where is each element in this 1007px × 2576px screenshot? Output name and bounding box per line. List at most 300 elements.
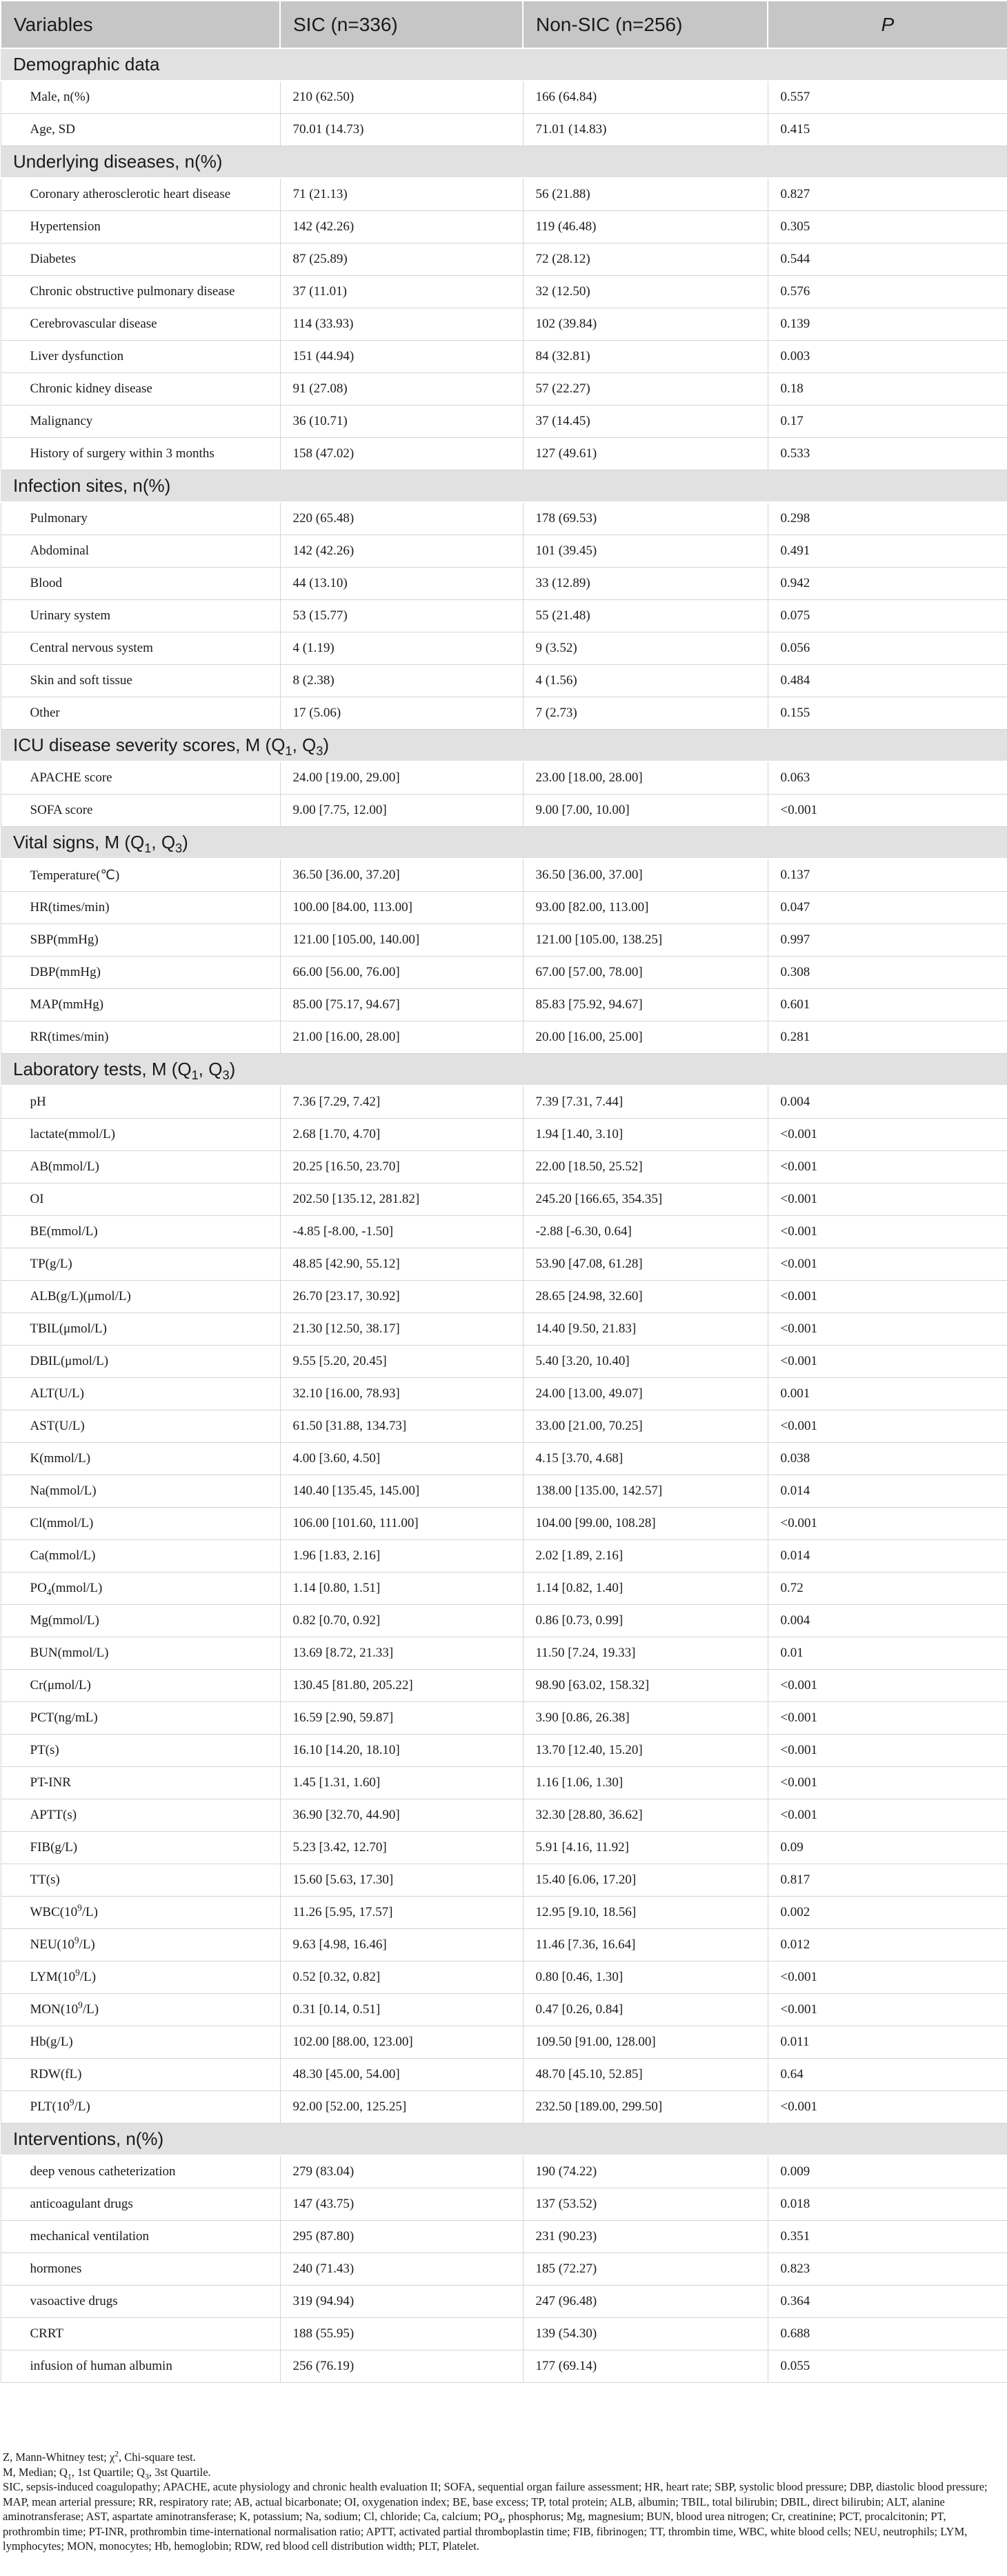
sic-value-cell: 11.26 [5.95, 17.57] [280, 1897, 523, 1929]
sic-value-cell: 0.82 [0.70, 0.92] [280, 1605, 523, 1637]
table-row [1, 1767, 1007, 1799]
nonsic-value-cell: 57 (22.27) [523, 373, 768, 406]
table-row [1, 1119, 1007, 1151]
p-value-cell: <0.001 [768, 1767, 1007, 1799]
nonsic-value-cell: 166 (64.84) [523, 81, 768, 114]
sic-value-cell: 8 (2.38) [280, 665, 523, 697]
sic-value-cell: 121.00 [105.00, 140.00] [280, 924, 523, 957]
variable-name-cell: $PLT(10^9/L)$ [1, 2091, 280, 2124]
table-row [1, 2221, 1007, 2253]
sic-value-cell: 36.90 [32.70, 44.90] [280, 1799, 523, 1832]
nonsic-value-cell: 71.01 (14.83) [523, 114, 768, 146]
variable-name-cell: DBP(mmHg) [1, 957, 280, 989]
variable-name-cell: AB(mmol/L) [1, 1151, 280, 1184]
nonsic-value-cell: 2.02 [1.89, 2.16] [523, 1540, 768, 1572]
sic-value-cell: 142 (42.26) [280, 535, 523, 568]
table-row [1, 600, 1007, 632]
table-row [1, 1572, 1007, 1605]
nonsic-value-cell: 32.30 [28.80, 36.62] [523, 1799, 768, 1832]
p-value-cell: 0.038 [768, 1443, 1007, 1475]
table-row [1, 1475, 1007, 1508]
sic-value-cell: 5.23 [3.42, 12.70] [280, 1832, 523, 1864]
variable-name-cell: $NEU(10^9/L)$ [1, 1929, 280, 1961]
table-row [1, 632, 1007, 665]
variable-name-cell: Cerebrovascular disease [1, 308, 280, 341]
sic-value-cell: 36.50 [36.00, 37.20] [280, 859, 523, 892]
table-row [1, 568, 1007, 600]
nonsic-value-cell: 32 (12.50) [523, 276, 768, 308]
p-value-cell: 0.308 [768, 957, 1007, 989]
sic-value-cell: 71 (21.13) [280, 178, 523, 211]
p-value-cell: 0.601 [768, 989, 1007, 1021]
sic-value-cell: 4 (1.19) [280, 632, 523, 665]
p-value-cell: <0.001 [768, 1119, 1007, 1151]
p-value-cell: 0.484 [768, 665, 1007, 697]
variable-name-cell: TBIL(μmol/L) [1, 1313, 280, 1346]
p-value-cell: 0.009 [768, 2155, 1007, 2188]
table-row [1, 1346, 1007, 1378]
sic-value-cell: 48.85 [42.90, 55.12] [280, 1248, 523, 1281]
table-row [1, 1961, 1007, 1994]
header-variables: Variables [1, 1, 280, 48]
variable-name-cell: hormones [1, 2253, 280, 2286]
nonsic-value-cell: 15.40 [6.06, 17.20] [523, 1864, 768, 1897]
p-value-cell: 0.056 [768, 632, 1007, 665]
p-value-cell: <0.001 [768, 1216, 1007, 1248]
sic-value-cell: 16.10 [14.20, 18.10] [280, 1735, 523, 1767]
variable-name-cell: Blood [1, 568, 280, 600]
sic-value-cell: 319 (94.94) [280, 2286, 523, 2318]
p-value-cell: 0.415 [768, 114, 1007, 146]
table-row [1, 2253, 1007, 2286]
nonsic-value-cell: 33 (12.89) [523, 568, 768, 600]
table-row [1, 243, 1007, 276]
table-row [1, 178, 1007, 211]
table-row [1, 761, 1007, 795]
variable-name-cell: Age, SD [1, 114, 280, 146]
variable-name-cell: Hb(g/L) [1, 2026, 280, 2059]
variable-name-cell: Central nervous system [1, 632, 280, 665]
sic-value-cell: 20.25 [16.50, 23.70] [280, 1151, 523, 1184]
variable-name-cell: ALB(g/L)(μmol/L) [1, 1281, 280, 1313]
p-value-cell: <0.001 [768, 1410, 1007, 1443]
section-header [1, 730, 1007, 762]
table-row [1, 924, 1007, 957]
p-value-cell: <0.001 [768, 1735, 1007, 1767]
table-row [1, 406, 1007, 438]
variable-name-cell: Chronic kidney disease [1, 373, 280, 406]
variable-name-cell: SBP(mmHg) [1, 924, 280, 957]
sic-value-cell: 142 (42.26) [280, 211, 523, 243]
p-value-cell: 0.075 [768, 600, 1007, 632]
nonsic-value-cell: 33.00 [21.00, 70.25] [523, 1410, 768, 1443]
p-value-cell: 0.997 [768, 924, 1007, 957]
table-row [1, 438, 1007, 470]
table-row [1, 276, 1007, 308]
table-row [1, 341, 1007, 373]
p-value-cell: <0.001 [768, 1184, 1007, 1216]
section-title: ICU disease severity scores, M ($Q_1$, $Q_3$) [1, 730, 1007, 762]
variable-name-cell: Hypertension [1, 211, 280, 243]
sic-value-cell: 240 (71.43) [280, 2253, 523, 2286]
p-value-cell: 0.491 [768, 535, 1007, 568]
nonsic-value-cell: 104.00 [99.00, 108.28] [523, 1508, 768, 1540]
sic-value-cell: 21.00 [16.00, 28.00] [280, 1021, 523, 1054]
table-row [1, 1929, 1007, 1961]
table-row [1, 1864, 1007, 1897]
nonsic-value-cell: 232.50 [189.00, 299.50] [523, 2091, 768, 2124]
p-value-cell: 0.64 [768, 2059, 1007, 2091]
variable-name-cell: mechanical ventilation [1, 2221, 280, 2253]
table-row [1, 308, 1007, 341]
table-row [1, 2091, 1007, 2124]
table-row [1, 1605, 1007, 1637]
nonsic-value-cell: 185 (72.27) [523, 2253, 768, 2286]
table-row [1, 2059, 1007, 2091]
variable-name-cell: HR(times/min) [1, 892, 280, 924]
p-value-cell: 0.823 [768, 2253, 1007, 2286]
sic-value-cell: 87 (25.89) [280, 243, 523, 276]
variable-name-cell: APACHE score [1, 761, 280, 795]
sic-value-cell: 7.36 [7.29, 7.42] [280, 1086, 523, 1119]
sic-value-cell: 53 (15.77) [280, 600, 523, 632]
p-value-cell: 0.09 [768, 1832, 1007, 1864]
nonsic-value-cell: 85.83 [75.92, 94.67] [523, 989, 768, 1021]
section-title: Vital signs, M ($Q_1$, $Q_3$) [1, 827, 1007, 859]
sic-value-cell: 36 (10.71) [280, 406, 523, 438]
p-value-cell: <0.001 [768, 795, 1007, 827]
variable-name-cell: Cl(mmol/L) [1, 1508, 280, 1540]
sic-value-cell: 61.50 [31.88, 134.73] [280, 1410, 523, 1443]
sic-value-cell: 1.45 [1.31, 1.60] [280, 1767, 523, 1799]
variable-name-cell: Male, n(%) [1, 81, 280, 114]
sic-value-cell: 140.40 [135.45, 145.00] [280, 1475, 523, 1508]
nonsic-value-cell: 22.00 [18.50, 25.52] [523, 1151, 768, 1184]
variable-name-cell: BUN(mmol/L) [1, 1637, 280, 1670]
table-row [1, 1281, 1007, 1313]
table-row [1, 502, 1007, 535]
nonsic-value-cell: 37 (14.45) [523, 406, 768, 438]
variable-name-cell: Ca(mmol/L) [1, 1540, 280, 1572]
sic-value-cell: 4.00 [3.60, 4.50] [280, 1443, 523, 1475]
table-row [1, 1702, 1007, 1735]
table-row [1, 859, 1007, 892]
variable-name-cell: Cr(μmol/L) [1, 1670, 280, 1702]
p-value-cell: 0.18 [768, 373, 1007, 406]
variable-name-cell: Other [1, 697, 280, 730]
nonsic-value-cell: 28.65 [24.98, 32.60] [523, 1281, 768, 1313]
p-value-cell: 0.047 [768, 892, 1007, 924]
nonsic-value-cell: 247 (96.48) [523, 2286, 768, 2318]
nonsic-value-cell: 36.50 [36.00, 37.00] [523, 859, 768, 892]
nonsic-value-cell: 0.80 [0.46, 1.30] [523, 1961, 768, 1994]
p-value-cell: 0.557 [768, 81, 1007, 114]
sic-value-cell: 92.00 [52.00, 125.25] [280, 2091, 523, 2124]
variable-name-cell: PT(s) [1, 1735, 280, 1767]
section-title: Demographic data [1, 48, 1007, 81]
section-title: Interventions, n(%) [1, 2124, 1007, 2156]
nonsic-value-cell: 245.20 [166.65, 354.35] [523, 1184, 768, 1216]
p-value-cell: 0.011 [768, 2026, 1007, 2059]
p-value-cell: 0.351 [768, 2221, 1007, 2253]
nonsic-value-cell: 67.00 [57.00, 78.00] [523, 957, 768, 989]
p-value-cell: <0.001 [768, 1508, 1007, 1540]
p-value-cell: 0.137 [768, 859, 1007, 892]
variable-name-cell: ALT(U/L) [1, 1378, 280, 1410]
p-value-cell: <0.001 [768, 1151, 1007, 1184]
p-value-cell: <0.001 [768, 1994, 1007, 2026]
sic-value-cell: 16.59 [2.90, 59.87] [280, 1702, 523, 1735]
table-row [1, 1184, 1007, 1216]
nonsic-value-cell: 0.86 [0.73, 0.99] [523, 1605, 768, 1637]
sic-value-cell: 26.70 [23.17, 30.92] [280, 1281, 523, 1313]
section-header [1, 1054, 1007, 1086]
sic-value-cell: 9.63 [4.98, 16.46] [280, 1929, 523, 1961]
p-value-cell: <0.001 [768, 1961, 1007, 1994]
variable-name-cell: TP(g/L) [1, 1248, 280, 1281]
sic-value-cell: 48.30 [45.00, 54.00] [280, 2059, 523, 2091]
nonsic-value-cell: 119 (46.48) [523, 211, 768, 243]
nonsic-value-cell: 4.15 [3.70, 4.68] [523, 1443, 768, 1475]
sic-value-cell: 85.00 [75.17, 94.67] [280, 989, 523, 1021]
nonsic-value-cell: 11.50 [7.24, 19.33] [523, 1637, 768, 1670]
table-row [1, 1086, 1007, 1119]
sic-value-cell: 24.00 [19.00, 29.00] [280, 761, 523, 795]
variable-name-cell: anticoagulant drugs [1, 2188, 280, 2221]
variable-name-cell: lactate(mmol/L) [1, 1119, 280, 1151]
p-value-cell: <0.001 [768, 1346, 1007, 1378]
nonsic-value-cell: -2.88 [-6.30, 0.64] [523, 1216, 768, 1248]
p-value-cell: <0.001 [768, 1281, 1007, 1313]
nonsic-value-cell: 177 (69.14) [523, 2350, 768, 2383]
table-row [1, 1637, 1007, 1670]
variable-name-cell: Chronic obstructive pulmonary disease [1, 276, 280, 308]
table-row [1, 892, 1007, 924]
nonsic-value-cell: 178 (69.53) [523, 502, 768, 535]
p-value-cell: 0.533 [768, 438, 1007, 470]
p-value-cell: 0.827 [768, 178, 1007, 211]
variable-name-cell: PT-INR [1, 1767, 280, 1799]
sic-value-cell: 66.00 [56.00, 76.00] [280, 957, 523, 989]
sic-value-cell: 151 (44.94) [280, 341, 523, 373]
nonsic-value-cell: 190 (74.22) [523, 2155, 768, 2188]
sic-value-cell: 114 (33.93) [280, 308, 523, 341]
variable-name-cell: deep venous catheterization [1, 2155, 280, 2188]
nonsic-value-cell: 48.70 [45.10, 52.85] [523, 2059, 768, 2091]
table-row [1, 1021, 1007, 1054]
variable-name-cell: MAP(mmHg) [1, 989, 280, 1021]
p-value-cell: 0.155 [768, 697, 1007, 730]
nonsic-value-cell: 137 (53.52) [523, 2188, 768, 2221]
p-value-cell: 0.298 [768, 502, 1007, 535]
variable-name-cell: PCT(ng/mL) [1, 1702, 280, 1735]
p-value-cell: 0.942 [768, 568, 1007, 600]
variable-name-cell: Liver dysfunction [1, 341, 280, 373]
sic-value-cell: 295 (87.80) [280, 2221, 523, 2253]
section-title: Laboratory tests, M ($Q_1$, $Q_3$) [1, 1054, 1007, 1086]
nonsic-value-cell: 24.00 [13.00, 49.07] [523, 1378, 768, 1410]
sic-value-cell: 13.69 [8.72, 21.33] [280, 1637, 523, 1670]
table-row [1, 665, 1007, 697]
nonsic-value-cell: 1.14 [0.82, 1.40] [523, 1572, 768, 1605]
section-title: Underlying diseases, n(%) [1, 146, 1007, 179]
table-row [1, 2026, 1007, 2059]
variable-name-cell: Mg(mmol/L) [1, 1605, 280, 1637]
sic-value-cell: 21.30 [12.50, 38.17] [280, 1313, 523, 1346]
p-value-cell: 0.17 [768, 406, 1007, 438]
nonsic-value-cell: 20.00 [16.00, 25.00] [523, 1021, 768, 1054]
p-value-cell: 0.817 [768, 1864, 1007, 1897]
section-header [1, 470, 1007, 503]
variable-name-cell: vasoactive drugs [1, 2286, 280, 2318]
p-value-cell: 0.72 [768, 1572, 1007, 1605]
p-value-cell: 0.012 [768, 1929, 1007, 1961]
p-value-cell: <0.001 [768, 1702, 1007, 1735]
variable-name-cell: Pulmonary [1, 502, 280, 535]
p-value-cell: 0.004 [768, 1086, 1007, 1119]
sic-value-cell: 102.00 [88.00, 123.00] [280, 2026, 523, 2059]
variable-name-cell: Na(mmol/L) [1, 1475, 280, 1508]
variable-name-cell: BE(mmol/L) [1, 1216, 280, 1248]
nonsic-value-cell: 127 (49.61) [523, 438, 768, 470]
sic-value-cell: 106.00 [101.60, 111.00] [280, 1508, 523, 1540]
sic-value-cell: 91 (27.08) [280, 373, 523, 406]
variable-name-cell: TT(s) [1, 1864, 280, 1897]
table-row [1, 1832, 1007, 1864]
p-value-cell: <0.001 [768, 1799, 1007, 1832]
nonsic-value-cell: 14.40 [9.50, 21.83] [523, 1313, 768, 1346]
p-value-cell: 0.305 [768, 211, 1007, 243]
p-value-cell: 0.004 [768, 1605, 1007, 1637]
sic-value-cell: 44 (13.10) [280, 568, 523, 600]
sic-value-cell: 220 (65.48) [280, 502, 523, 535]
section-header [1, 146, 1007, 179]
table-body [1, 48, 1007, 2383]
sic-value-cell: 130.45 [81.80, 205.22] [280, 1670, 523, 1702]
p-value-cell: <0.001 [768, 1670, 1007, 1702]
nonsic-value-cell: 5.40 [3.20, 10.40] [523, 1346, 768, 1378]
p-value-cell: 0.688 [768, 2318, 1007, 2350]
sic-value-cell: 1.14 [0.80, 1.51] [280, 1572, 523, 1605]
variable-name-cell: APTT(s) [1, 1799, 280, 1832]
nonsic-value-cell: 109.50 [91.00, 128.00] [523, 2026, 768, 2059]
nonsic-value-cell: 101 (39.45) [523, 535, 768, 568]
sic-value-cell: 17 (5.06) [280, 697, 523, 730]
table-row [1, 1378, 1007, 1410]
sic-value-cell: 147 (43.75) [280, 2188, 523, 2221]
table-row [1, 81, 1007, 114]
nonsic-value-cell: 84 (32.81) [523, 341, 768, 373]
variable-name-cell: $WBC(10^9/L)$ [1, 1897, 280, 1929]
footnote: M, Median; $Q_1$, 1st Quartile; $Q_3$, 3st Quartile. [3, 2465, 211, 2481]
nonsic-value-cell: 4 (1.56) [523, 665, 768, 697]
table-row [1, 989, 1007, 1021]
p-value-cell: <0.001 [768, 1248, 1007, 1281]
variable-name-cell: DBIL(μmol/L) [1, 1346, 280, 1378]
p-value-cell: 0.576 [768, 276, 1007, 308]
nonsic-value-cell: 121.00 [105.00, 138.25] [523, 924, 768, 957]
table-row [1, 2350, 1007, 2383]
table-row [1, 1670, 1007, 1702]
table-row [1, 1313, 1007, 1346]
table-row [1, 373, 1007, 406]
variable-name-cell: Diabetes [1, 243, 280, 276]
p-value-cell: 0.544 [768, 243, 1007, 276]
header-sic: SIC (n=336) [280, 1, 523, 48]
sic-value-cell: 256 (76.19) [280, 2350, 523, 2383]
sic-value-cell: 188 (55.95) [280, 2318, 523, 2350]
variable-name-cell: Skin and soft tissue [1, 665, 280, 697]
p-value-cell: 0.281 [768, 1021, 1007, 1054]
table-row [1, 1248, 1007, 1281]
section-header [1, 48, 1007, 81]
table-row [1, 1735, 1007, 1767]
sic-value-cell: 202.50 [135.12, 281.82] [280, 1184, 523, 1216]
p-value-cell: 0.018 [768, 2188, 1007, 2221]
table-row [1, 957, 1007, 989]
table-row [1, 535, 1007, 568]
p-value-cell: 0.364 [768, 2286, 1007, 2318]
table-row [1, 1540, 1007, 1572]
table-row [1, 795, 1007, 827]
nonsic-value-cell: 138.00 [135.00, 142.57] [523, 1475, 768, 1508]
nonsic-value-cell: 56 (21.88) [523, 178, 768, 211]
table-row [1, 2188, 1007, 2221]
table-row [1, 1897, 1007, 1929]
sic-value-cell: 210 (62.50) [280, 81, 523, 114]
variable-name-cell: Coronary atherosclerotic heart disease [1, 178, 280, 211]
sic-value-cell: 100.00 [84.00, 113.00] [280, 892, 523, 924]
section-header [1, 827, 1007, 859]
section-title: Infection sites, n(%) [1, 470, 1007, 503]
nonsic-value-cell: 55 (21.48) [523, 600, 768, 632]
nonsic-value-cell: 7.39 [7.31, 7.44] [523, 1086, 768, 1119]
nonsic-value-cell: 0.47 [0.26, 0.84] [523, 1994, 768, 2026]
variable-name-cell: infusion of human albumin [1, 2350, 280, 2383]
sic-value-cell: 70.01 (14.73) [280, 114, 523, 146]
nonsic-value-cell: 72 (28.12) [523, 243, 768, 276]
variable-name-cell: $MON(10^9/L)$ [1, 1994, 280, 2026]
header-p-value: P [768, 1, 1007, 48]
nonsic-value-cell: 1.94 [1.40, 3.10] [523, 1119, 768, 1151]
table-row [1, 1410, 1007, 1443]
p-value-cell: 0.014 [768, 1475, 1007, 1508]
p-value-cell: 0.01 [768, 1637, 1007, 1670]
p-value-cell: <0.001 [768, 2091, 1007, 2124]
table-row [1, 1216, 1007, 1248]
variable-name-cell: pH [1, 1086, 280, 1119]
sic-value-cell: 9.00 [7.75, 12.00] [280, 795, 523, 827]
table-row [1, 1799, 1007, 1832]
section-header [1, 2124, 1007, 2156]
variable-name-cell: RDW(fL) [1, 2059, 280, 2091]
table-row [1, 2155, 1007, 2188]
variable-name-cell: RR(times/min) [1, 1021, 280, 1054]
variable-name-cell: CRRT [1, 2318, 280, 2350]
variable-name-cell: Abdominal [1, 535, 280, 568]
variable-name-cell: Malignancy [1, 406, 280, 438]
nonsic-value-cell: 9.00 [7.00, 10.00] [523, 795, 768, 827]
table-row [1, 1508, 1007, 1540]
header-nonsic: Non-SIC (n=256) [523, 1, 768, 48]
p-value-cell: <0.001 [768, 1313, 1007, 1346]
table-row [1, 2318, 1007, 2350]
p-value-cell: 0.063 [768, 761, 1007, 795]
sic-value-cell: 1.96 [1.83, 2.16] [280, 1540, 523, 1572]
nonsic-value-cell: 3.90 [0.86, 26.38] [523, 1702, 768, 1735]
nonsic-value-cell: 7 (2.73) [523, 697, 768, 730]
variable-name-cell: Urinary system [1, 600, 280, 632]
